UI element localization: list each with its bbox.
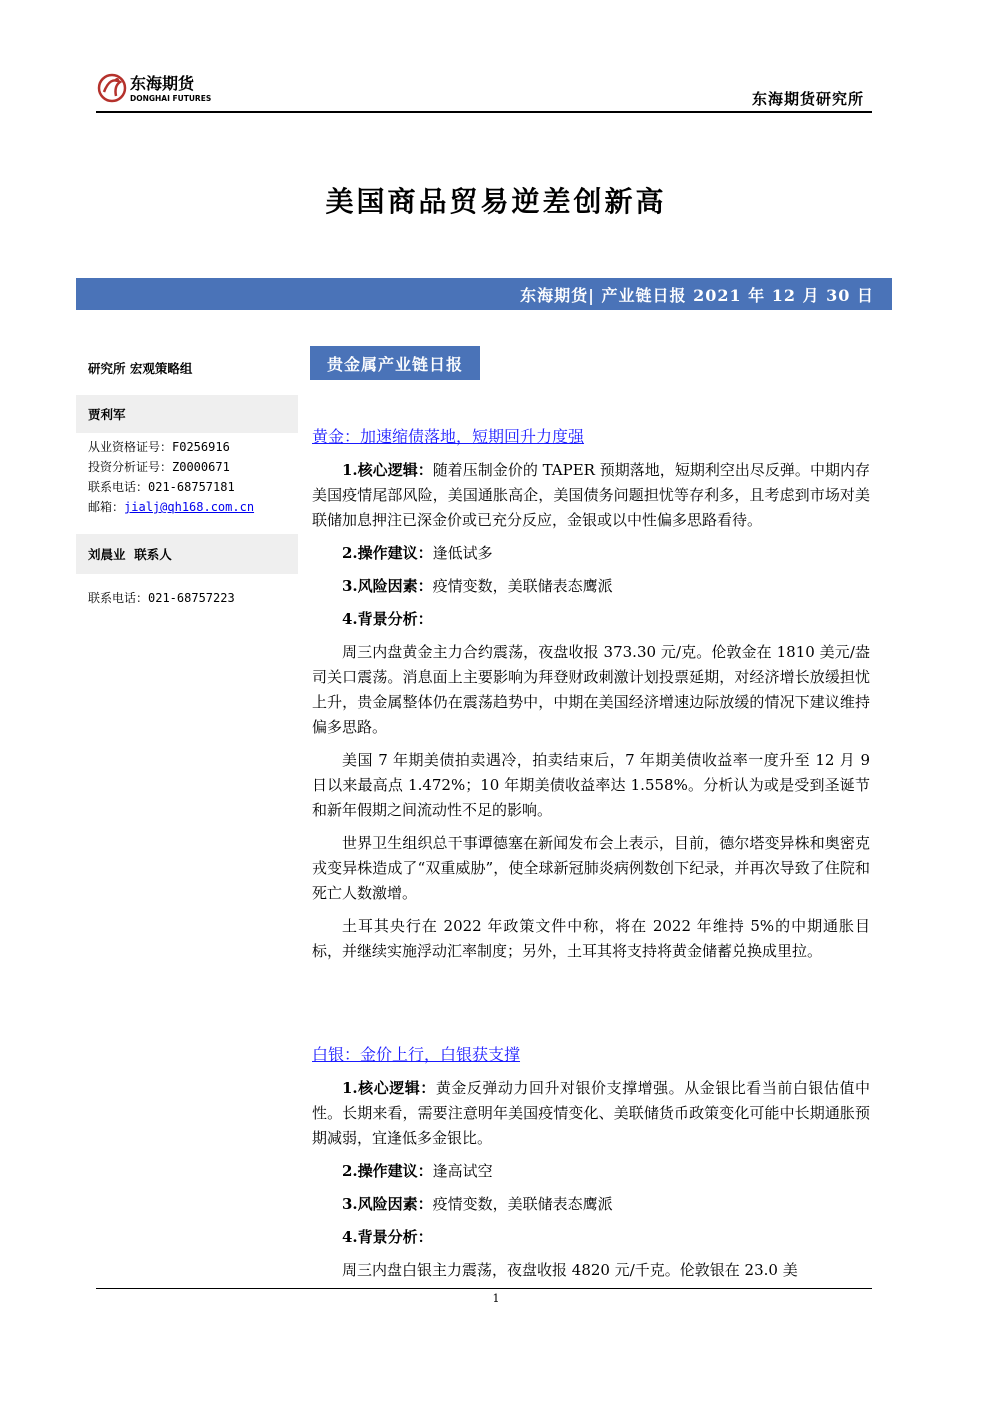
gold-section-body: [312, 458, 870, 972]
page-number: 1: [492, 1292, 500, 1305]
report-banner: [76, 278, 892, 310]
analyst1-name: 贾利军: [76, 395, 298, 433]
gold-section-title[interactable]: 黄金：加速缩债落地，短期回升力度强: [312, 427, 585, 446]
analyst1-email-link[interactable]: jialj@qh168.com.cn: [124, 500, 255, 514]
section-badge: 贵金属产业链日报: [310, 346, 480, 380]
gold-background-label: 4.背景分析：: [342, 610, 433, 628]
sidebar-analyst2: [76, 534, 298, 608]
footer-divider: [96, 1288, 872, 1289]
logo-en-text: DONGHAI FUTURES: [130, 94, 212, 103]
logo-mark-icon: [96, 68, 236, 108]
email-label: 邮箱：: [88, 500, 125, 514]
logo-cn-text: 东海期货: [130, 74, 195, 93]
report-title: 美国商品贸易逆差创新高: [325, 185, 667, 218]
silver-risk: 3.风险因素：疫情变数，美联储表态鹰派: [342, 1195, 613, 1213]
gold-bg-3: 世界卫生组织总干事谭德塞在新闻发布会上表示，目前，德尔塔变异株和奥密克戎变异株造成了“双重威胁”，使全球新冠肺炎病例数创下纪录，并再次导致了住院和死亡人数激增。: [312, 834, 870, 902]
donghai-logo: [96, 68, 236, 108]
sidebar-analyst1: [76, 395, 298, 517]
silver-section-body: [312, 1076, 870, 1291]
silver-background-label: 4.背景分析：: [342, 1228, 433, 1246]
silver-bg-1: 周三内盘白银主力震荡，夜盘收报 4820 元/千克。伦敦银在 23.0 美: [342, 1261, 798, 1279]
gold-bg-1: 周三内盘黄金主力合约震荡，夜盘收报 373.30 元/克。伦敦金在 1810 美元/盎司关口震荡。消息面上主要影响为拜登财政刺激计划投票延期，对经济增长放缓担忧上升，贵金属整体仍在震荡趋势中，中期在美国经济增速边际放缓的情况下建议维持偏多思路。: [312, 643, 870, 736]
analyst2-phone: 联系电话：021-68757223: [88, 591, 235, 605]
header-divider: [96, 111, 872, 113]
analyst1-email-row: [76, 497, 298, 517]
analyst2-name: 刘晨业 联系人: [76, 534, 298, 574]
analyst1-cert: 从业资格证号：F0256916: [88, 440, 230, 454]
analyst1-invest-cert: 投资分析证号：Z0000671: [88, 460, 230, 474]
gold-risk: 3.风险因素：疫情变数，美联储表态鹰派: [342, 577, 613, 595]
banner-text: 东海期货| 产业链日报 2021 年 12 月 30 日: [520, 285, 874, 305]
gold-core-logic: 1.核心逻辑：随着压制金价的 TAPER 预期落地，短期利空出尽反弹。中期内存美国疫情尾部风险，美国通胀高企，美国债务问题担忧等存利多，且考虑到市场对美联储加息押注已深金价或已充分反应，金银或以中性偏多思路看待。: [312, 461, 870, 529]
sidebar: [76, 356, 298, 380]
silver-core-logic: 1.核心逻辑：黄金反弹动力回升对银价支撑增强。从金银比看当前白银估值中性。长期来看，需要注意明年美国疫情变化、美联储货币政策变化可能中长期通胀预期减弱，宜逢低多金银比。: [312, 1079, 870, 1147]
gold-advice: 2.操作建议：逢低试多: [342, 544, 493, 562]
header-institute: 东海期货研究所: [751, 90, 864, 108]
sidebar-group: 研究所 宏观策略组: [88, 361, 193, 376]
analyst1-phone: 联系电话：021-68757181: [88, 480, 235, 494]
gold-bg-4: 土耳其央行在 2022 年政策文件中称，将在 2022 年维持 5%的中期通胀目标，并继续实施浮动汇率制度；另外，土耳其将支持将黄金储蓄兑换成里拉。: [312, 917, 870, 960]
gold-bg-2: 美国 7 年期美债拍卖遇冷，拍卖结束后，7 年期美债收益率一度升至 12 月 9 日以来最高点 1.472%；10 年期美债收益率达 1.558%。分析认为或是受到圣诞节和新年假期之间流动性不足的影响。: [312, 751, 870, 819]
silver-section-title[interactable]: 白银：金价上行，白银获支撑: [312, 1045, 521, 1064]
silver-advice: 2.操作建议：逢高试空: [342, 1162, 493, 1180]
